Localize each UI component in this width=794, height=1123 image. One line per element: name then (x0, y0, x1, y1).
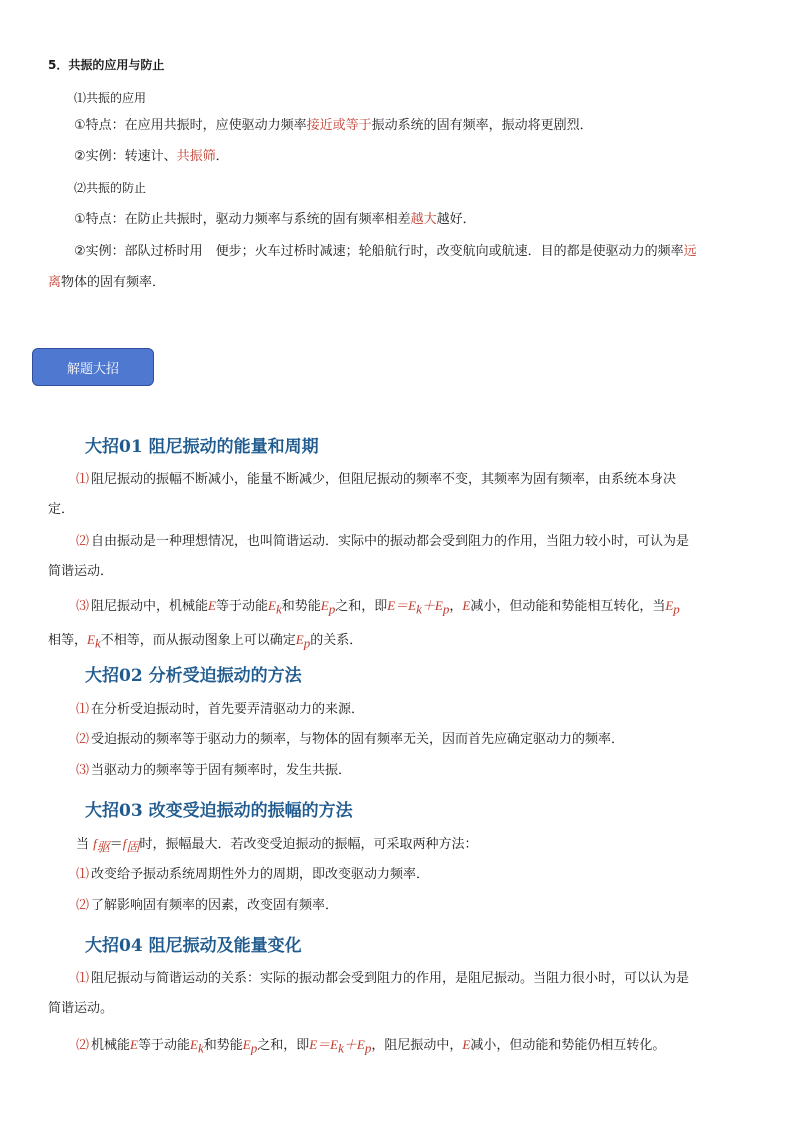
application-heading: ⑴共振的应用 (74, 91, 147, 105)
solution-tips-tag: 解题大招 (32, 348, 154, 386)
prevention-example-line1: ②实例：部队过桥时用 便步；火车过桥时减速；轮船航行时，改变航向或航速．目的都是使驱动力的频率远 (74, 244, 697, 259)
section-title: 5．共振的应用与防止 (48, 58, 165, 72)
tip-04-paragraph-2: ⑵ 机械能E等于动能$E_k$和势能$E_p$之和，即$E=E_k+E_p$，阻尼振动中，E减小，但动能和势能仍相互转化。 (76, 1037, 666, 1056)
tip-02-item-2: ⑵ 受迫振动的频率等于驱动力的频率，与物体的固有频率无关，因而首先应确定驱动力的频率． (76, 732, 625, 747)
tip-01-paragraph-2: ⑵ 自由振动是一种理想情况，也叫简谐运动．实际中的振动都会受到阻力的作用，当阻力较小时，可认为是 简谐运动． (48, 534, 690, 579)
application-example: ②实例：转速计、共振筛． (74, 149, 229, 164)
prevention-example-line2: 离物体的固有频率． (48, 275, 166, 290)
tip-03-item-2: ⑵ 了解影响固有频率的因素，改变固有频率． (76, 898, 339, 913)
tip-04-paragraph-1: ⑴ 阻尼振动与简谐运动的关系：实际的振动都会受到阻力的作用，是阻尼振动。当阻力很小时，可以认为是 简谐运动。 (48, 971, 690, 1016)
tip-02-title: 大招02 分析受迫振动的方法 (85, 666, 302, 686)
tip-03-intro: 当 $f_驱=f_固$时，振幅最大．若改变受迫振动的振幅，可采取两种方法： (76, 836, 478, 855)
tip-02-item-3: ⑶ 当驱动力的频率等于固有频率时，发生共振． (76, 763, 352, 778)
application-feature: ①特点：在应用共振时，应使驱动力频率接近或等于振动系统的固有频率，振动将更剧烈． (74, 118, 593, 133)
tip-01-paragraph-3: ⑶ 阻尼振动中，机械能E等于动能$E_k$和势能$E_p$之和，即$E=E_k+E_p$，E减小，但动能和势能相互转化，当$E_p$ 相等，$E_k$不相等，而从振动图象上可以确定$E_p$的关系． (48, 598, 680, 651)
prevention-heading: ⑵共振的防止 (74, 181, 147, 195)
prevention-feature: ①特点：在防止共振时，驱动力频率与系统的固有频率相差越大越好． (74, 212, 476, 227)
tip-03-title: 大招03 改变受迫振动的振幅的方法 (85, 801, 353, 821)
tip-04-title: 大招04 阻尼振动及能量变化 (85, 936, 302, 956)
tip-01-paragraph-1: ⑴ 阻尼振动的振幅不断减小，能量不断减少，但阻尼振动的频率不变，其频率为固有频率，由系统本身决 定． (48, 472, 677, 517)
tip-02-item-1: ⑴ 在分析受迫振动时，首先要弄清驱动力的来源． (76, 702, 365, 717)
tip-01-title: 大招01 阻尼振动的能量和周期 (85, 437, 319, 457)
tip-03-item-1: ⑴ 改变给予振动系统周期性外力的周期，即改变驱动力频率． (76, 867, 430, 882)
